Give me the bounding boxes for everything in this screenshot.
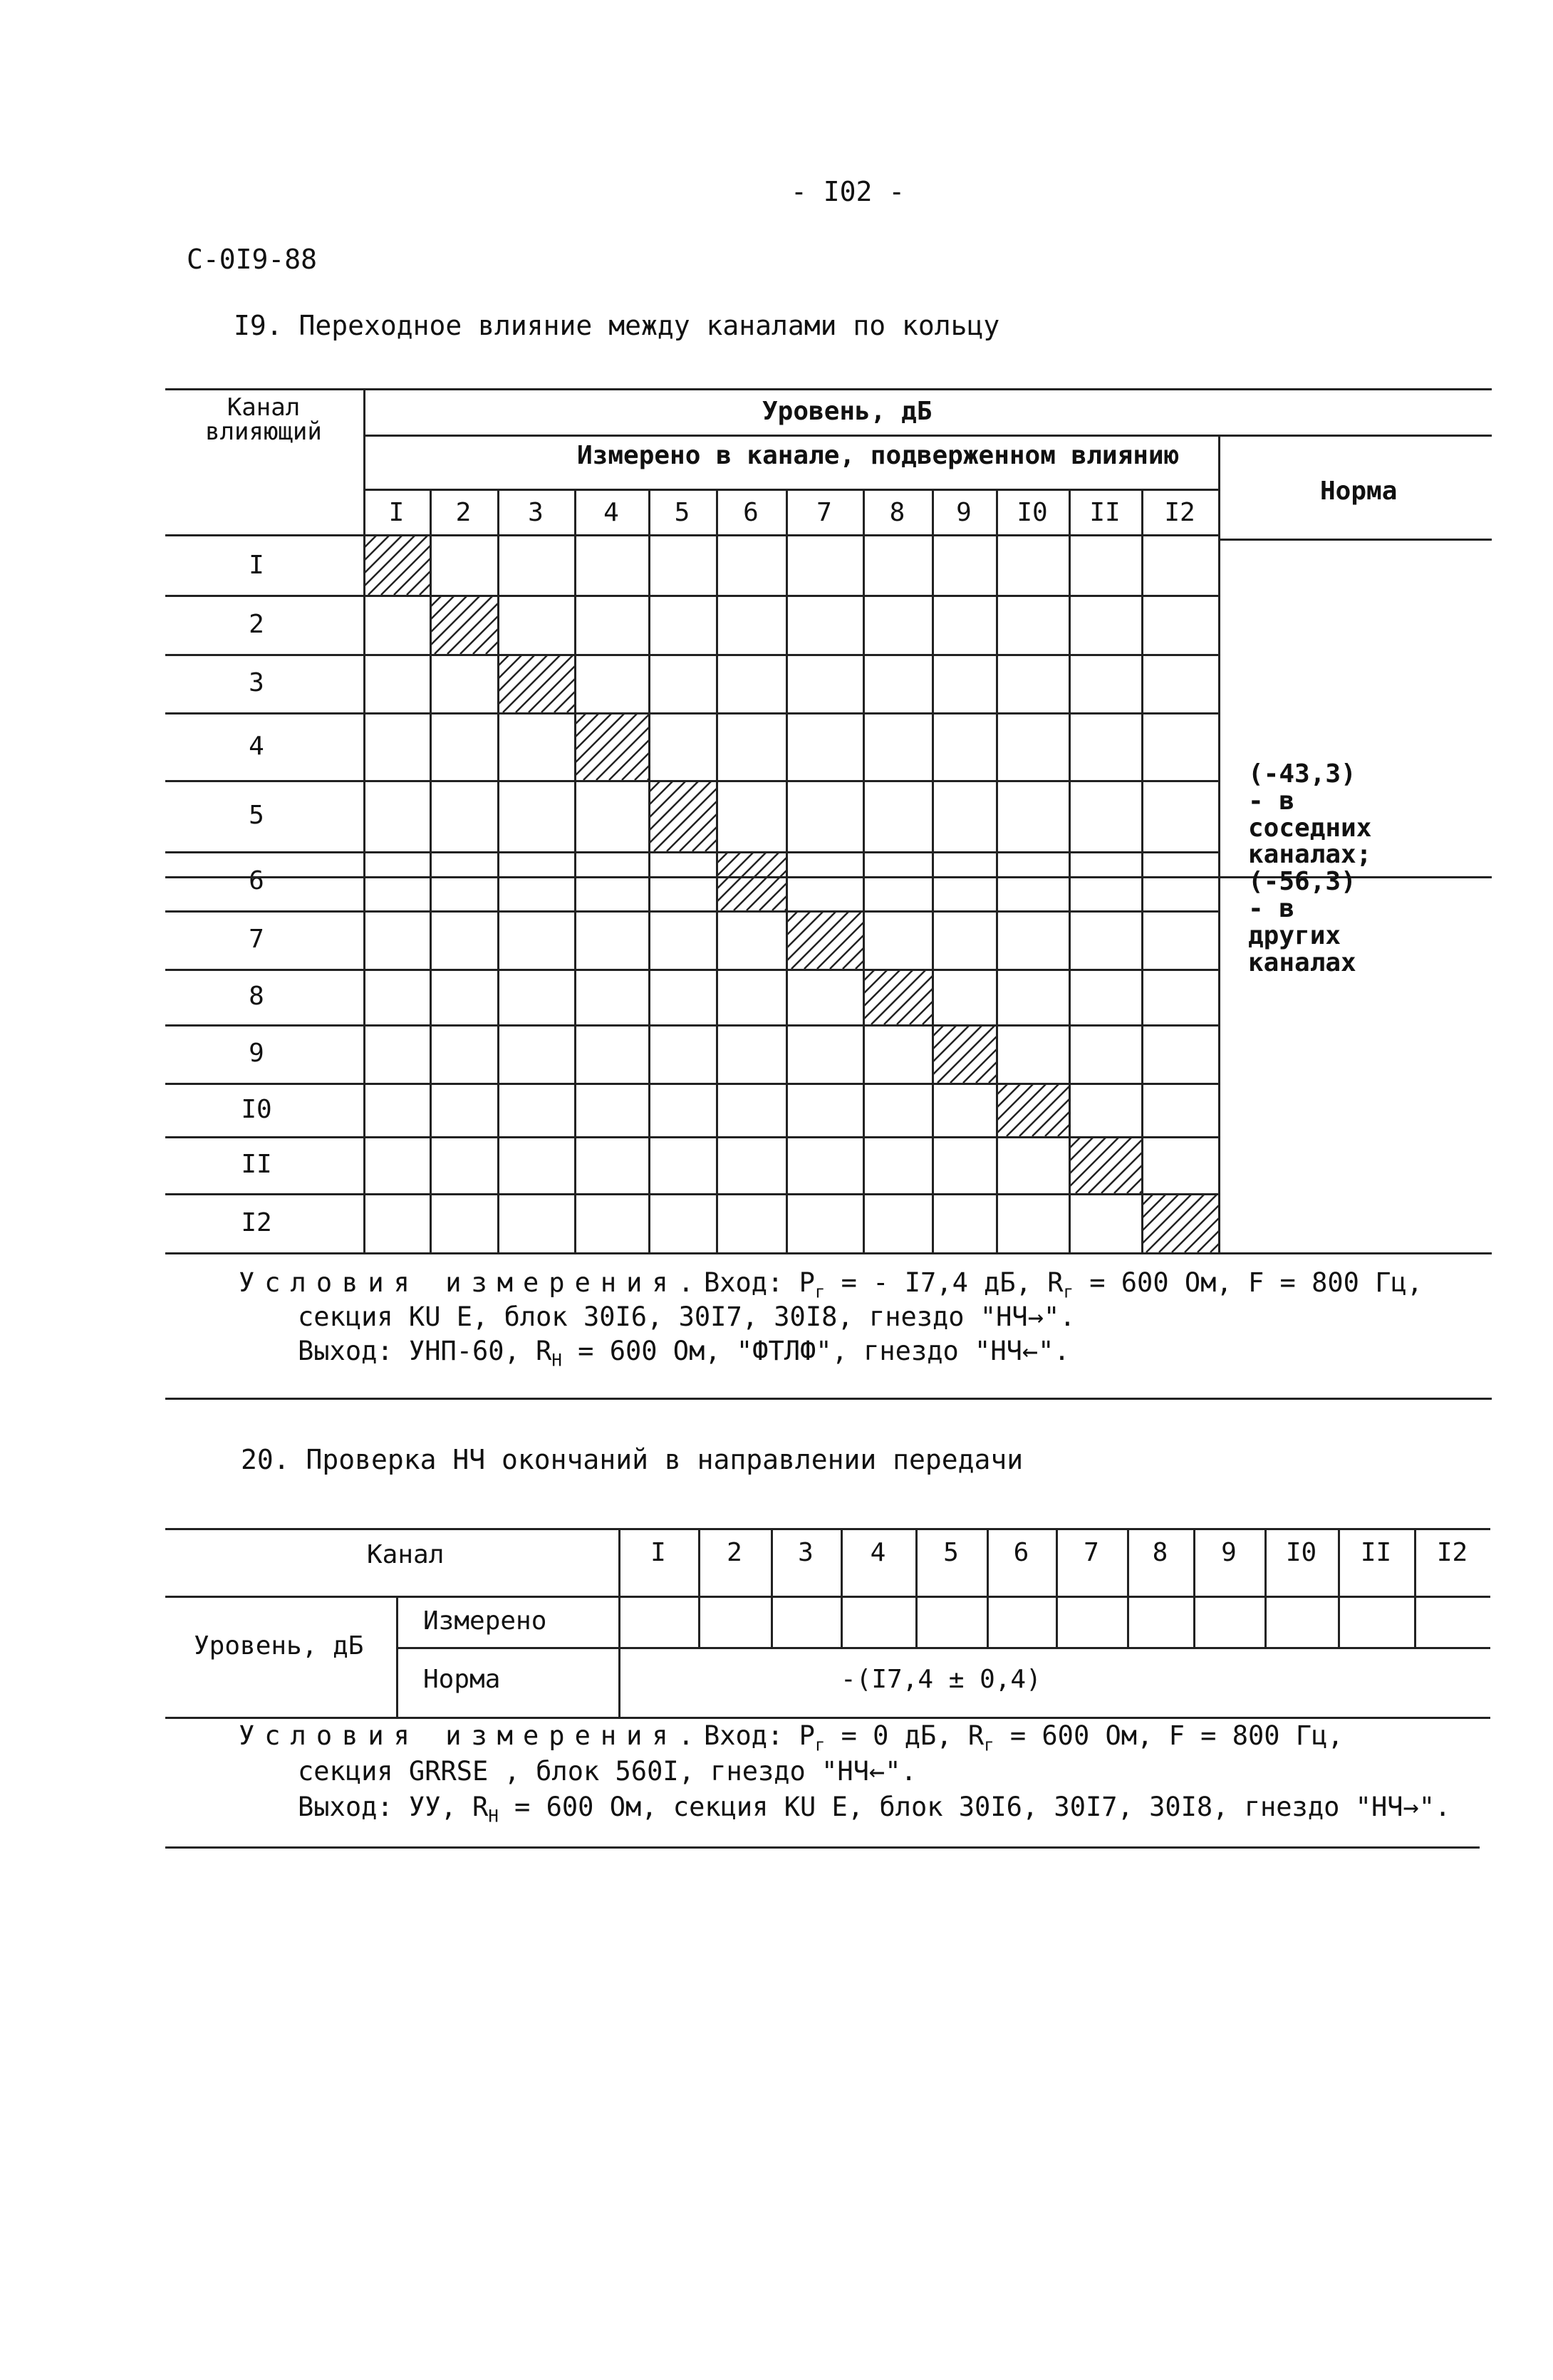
row-divider	[165, 1193, 1218, 1195]
column-header-9: 9	[956, 498, 972, 527]
hatched-diagonal-cell	[574, 712, 648, 780]
cond-sub-1: г	[814, 1282, 826, 1302]
hatched-diagonal-cell	[648, 780, 716, 851]
hatched-diagonal-cell	[1069, 1136, 1141, 1193]
t20-column-header-9: 9	[1221, 1538, 1237, 1567]
row-label-11: II	[241, 1150, 272, 1179]
cond20-output-rest: = 600 Ом, секция KU E, блок 30I6, 30I7, 30I8, гнездо "НЧ→".	[498, 1792, 1451, 1822]
cond20-input-value: = 0 дБ, R	[825, 1720, 985, 1751]
conditions-lead: Условия измерения.	[239, 1267, 704, 1298]
t20-col	[1193, 1528, 1195, 1647]
row-label-12: I2	[241, 1207, 272, 1237]
column-header-3: 3	[528, 498, 544, 527]
cond-output-label: Выход: УНП-60, R	[298, 1336, 552, 1366]
cond-input-value: = - I7,4 дБ, R	[825, 1267, 1064, 1298]
t20-col	[915, 1528, 918, 1647]
t20-column-header-1: I	[650, 1538, 666, 1567]
t20-column-header-10: I0	[1285, 1538, 1317, 1567]
measured-header-bottom	[363, 489, 1218, 491]
row-divider	[165, 1136, 1218, 1138]
cond-input-rest: = 600 Ом, F = 800 Гц,	[1073, 1267, 1423, 1298]
cond-out-sub: Н	[551, 1350, 562, 1371]
vline-col-0	[363, 388, 365, 1252]
table20-channel-label: Канал	[367, 1540, 445, 1569]
cond20-sub-2: г	[984, 1735, 994, 1755]
vline-col	[863, 489, 865, 1252]
hatched-diagonal-cell	[996, 1083, 1069, 1136]
norm-line-5: других каналах	[1248, 920, 1356, 977]
column-header-4: 4	[603, 498, 619, 527]
row-label-2: 2	[249, 609, 264, 639]
hatched-diagonal-cell	[363, 536, 430, 595]
cond20-input-rest: = 600 Ом, F = 800 Гц,	[994, 1720, 1344, 1751]
t20-col	[987, 1528, 989, 1647]
row-label-9: 9	[249, 1039, 264, 1068]
t20-col	[698, 1528, 700, 1647]
column-header-11: II	[1089, 498, 1121, 527]
t20-column-header-12: I2	[1436, 1538, 1468, 1567]
table-bottom-border	[165, 1252, 1492, 1254]
t20-col	[1414, 1528, 1416, 1647]
row-divider	[165, 1024, 1218, 1027]
row-divider	[165, 595, 1218, 597]
column-header-12: I2	[1164, 498, 1195, 527]
t20-column-header-8: 8	[1152, 1538, 1168, 1567]
section-19-conditions-line-2: секция KU E, блок 30I6, 30I7, 30I8, гнездо "НЧ→".	[298, 1301, 1076, 1332]
row-divider	[165, 654, 1218, 656]
t20-bottom	[165, 1717, 1490, 1719]
bottom-divider-line	[165, 1846, 1480, 1849]
norm-line-3: каналах;	[1248, 840, 1372, 870]
page-number: - I02 -	[791, 176, 905, 207]
hatched-diagonal-cell	[1141, 1193, 1218, 1252]
row-label-8: 8	[249, 982, 264, 1011]
cond20-output-label: Выход: УУ, R	[298, 1792, 489, 1822]
column-header-6: 6	[743, 498, 759, 527]
row-label-1: I	[249, 550, 264, 580]
norm-line-2: соседних	[1248, 813, 1372, 843]
hatched-diagonal-cell	[430, 595, 497, 654]
row-divider	[165, 910, 1218, 913]
norm-header-bottom	[1218, 539, 1492, 541]
column-header-2: 2	[455, 498, 472, 527]
t20-col	[1338, 1528, 1340, 1647]
vline-col	[1141, 489, 1143, 1252]
row-label-4: 4	[249, 731, 264, 761]
t20-col	[771, 1528, 773, 1647]
norm-line-4: (-56,3) - в	[1248, 867, 1356, 923]
vline-col	[932, 489, 934, 1252]
table20-norm-value: -(I7,4 ± 0,4)	[841, 1665, 1042, 1694]
section-19-conditions-line-1	[239, 1269, 1423, 1300]
row-divider	[165, 780, 1218, 782]
vline-col	[648, 489, 650, 1252]
row-divider	[165, 969, 1218, 971]
cond-sub-2: г	[1063, 1282, 1074, 1302]
conditions-lead-20: Условия измерения.	[239, 1720, 704, 1751]
t20-column-header-6: 6	[1013, 1538, 1029, 1567]
column-header-10: I0	[1017, 498, 1048, 527]
header-channel-text: Канал влияющий	[205, 393, 322, 446]
header-bottom-border	[165, 534, 1218, 536]
t20-column-header-3: 3	[798, 1538, 814, 1567]
level-header-bottom	[363, 435, 1492, 437]
t20-col	[1127, 1528, 1129, 1647]
t20-col-0	[618, 1528, 620, 1717]
vline-col	[574, 489, 576, 1252]
hatched-diagonal-cell	[497, 654, 574, 712]
vline-norm	[1218, 435, 1220, 1252]
cond-output-rest: = 600 Ом, "ФТЛФ", гнездо "НЧ←".	[561, 1336, 1070, 1366]
column-header-7: 7	[816, 498, 832, 527]
header-norm: Норма	[1320, 477, 1398, 506]
cond20-sub-1: г	[814, 1735, 826, 1755]
table20-measured-label: Измерено	[423, 1606, 547, 1636]
hatched-diagonal-cell	[932, 1024, 996, 1083]
header-channel-influencing	[178, 395, 349, 444]
row-label-7: 7	[249, 925, 264, 954]
t20-level-divider	[396, 1596, 398, 1717]
section-20-conditions-line-1	[239, 1722, 1344, 1753]
hatched-diagonal-cell	[716, 851, 786, 910]
document-code: С-0I9-88	[187, 244, 318, 275]
section-20-conditions-line-3	[298, 1794, 1450, 1824]
cond20-input-label: Вход: P	[703, 1720, 815, 1751]
row-label-3: 3	[249, 668, 264, 697]
vline-col	[1069, 489, 1071, 1252]
t20-column-header-7: 7	[1084, 1538, 1099, 1567]
row-label-6: 6	[249, 866, 264, 895]
t20-col	[841, 1528, 843, 1647]
section-19-conditions-line-3	[298, 1336, 1070, 1371]
t20-top	[165, 1528, 1490, 1530]
table20-level-label: Уровень, дБ	[194, 1631, 364, 1661]
row-label-5: 5	[249, 801, 264, 830]
hatched-diagonal-cell	[863, 969, 932, 1024]
section-20-title: 20. Проверка НЧ окончаний в направлении передачи	[241, 1444, 1024, 1475]
header-level: Уровень, дБ	[762, 397, 933, 426]
t20-column-header-4: 4	[870, 1538, 886, 1567]
row-divider	[165, 712, 1218, 714]
row-divider	[165, 1083, 1218, 1085]
vline-col	[497, 489, 499, 1252]
table20-norm-label: Норма	[423, 1665, 501, 1694]
t20-col	[1264, 1528, 1267, 1647]
cond20-out-sub: Н	[488, 1806, 499, 1826]
vline-col	[716, 489, 718, 1252]
vline-col	[996, 489, 998, 1252]
t20-column-header-2: 2	[727, 1538, 742, 1567]
row-label-10: I0	[241, 1094, 272, 1124]
column-header-8: 8	[889, 498, 905, 527]
cond-input-label: Вход: P	[703, 1267, 815, 1298]
t20-col	[1056, 1528, 1058, 1647]
vline-col	[786, 489, 788, 1252]
hatched-diagonal-cell	[786, 910, 863, 969]
t20-measured-bottom	[396, 1647, 1490, 1649]
section-20-conditions-line-2: секция GRRSE , блок 560I, гнездо "НЧ←".	[298, 1756, 917, 1787]
column-header-1: I	[388, 498, 405, 527]
header-measured-in-channel: Измерено в канале, подверженном влиянию	[577, 441, 1180, 470]
divider-line	[165, 1398, 1492, 1400]
t20-column-header-11: II	[1360, 1538, 1392, 1567]
t20-column-header-5: 5	[943, 1538, 959, 1567]
row-divider	[165, 851, 1218, 853]
vline-col	[430, 489, 432, 1252]
column-header-5: 5	[674, 498, 690, 527]
norm-note	[1248, 761, 1371, 976]
norm-line-1: (-43,3) - в	[1248, 759, 1356, 816]
t20-header-bottom	[165, 1596, 1490, 1598]
section-19-title: I9. Переходное влияние между каналами по кольцу	[234, 310, 1000, 341]
